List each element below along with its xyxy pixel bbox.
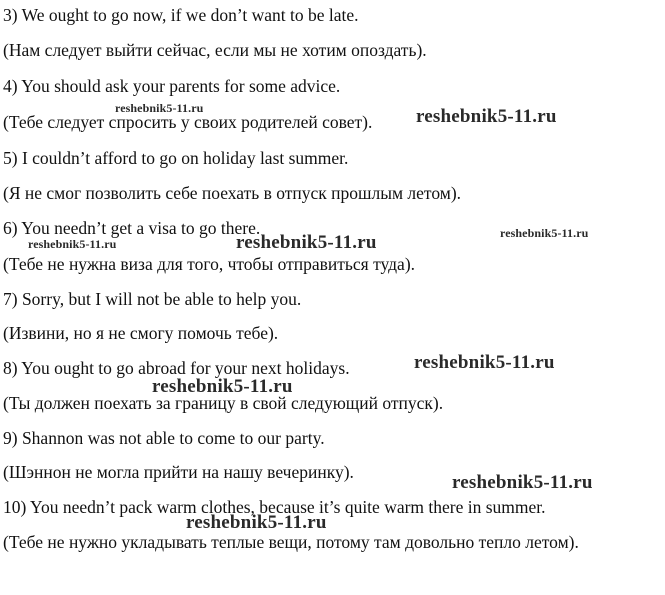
sentence-7-en: 7) Sorry, but I will not be able to help you. [3,289,302,309]
sentence-5-en: 5) I couldn’t afford to go on holiday last summer. [3,148,349,168]
sentence-9-ru: (Шэннон не могла прийти на нашу вечеринку). [3,462,354,482]
sentence-9-en: 9) Shannon was not able to come to our party. [3,428,325,448]
watermark: reshebnik5-11.ru [236,232,377,253]
sentence-6-ru: (Тебе не нужна виза для того, чтобы отправиться туда). [3,254,416,274]
watermark: reshebnik5-11.ru [152,376,293,397]
watermark: reshebnik5-11.ru [28,237,117,251]
sentence-4-en: 4) You should ask your parents for some advice. [3,76,341,96]
sentence-7-ru: (Извини, но я не смогу помочь тебе). [3,323,279,343]
sentence-4-ru: (Тебе следует спросить у своих родителей совет). [3,112,373,132]
sentence-10-ru: (Тебе не нужно укладывать теплые вещи, потому там довольно тепло летом). [3,532,579,552]
watermark: reshebnik5-11.ru [186,512,327,533]
sentence-10-en: 10) You needn’t pack warm clothes, because it’s quite warm there in summer. [3,497,546,517]
watermark: reshebnik5-11.ru [416,106,557,127]
sentence-6-en: 6) You needn’t get a visa to go there. [3,218,261,238]
watermark: reshebnik5-11.ru [115,101,204,115]
watermark: reshebnik5-11.ru [414,352,555,373]
watermark: reshebnik5-11.ru [500,226,589,240]
sentence-8-en: 8) You ought to go abroad for your next holidays. [3,358,350,378]
sentence-3-en: 3) We ought to go now, if we don’t want to be late. [3,5,359,25]
sentence-3-ru: (Нам следует выйти сейчас, если мы не хотим опоздать). [3,40,427,60]
sentence-5-ru: (Я не смог позволить себе поехать в отпуск прошлым летом). [3,183,462,203]
sentence-8-ru: (Ты должен поехать за границу в свой следующий отпуск). [3,393,444,413]
watermark: reshebnik5-11.ru [452,472,593,493]
